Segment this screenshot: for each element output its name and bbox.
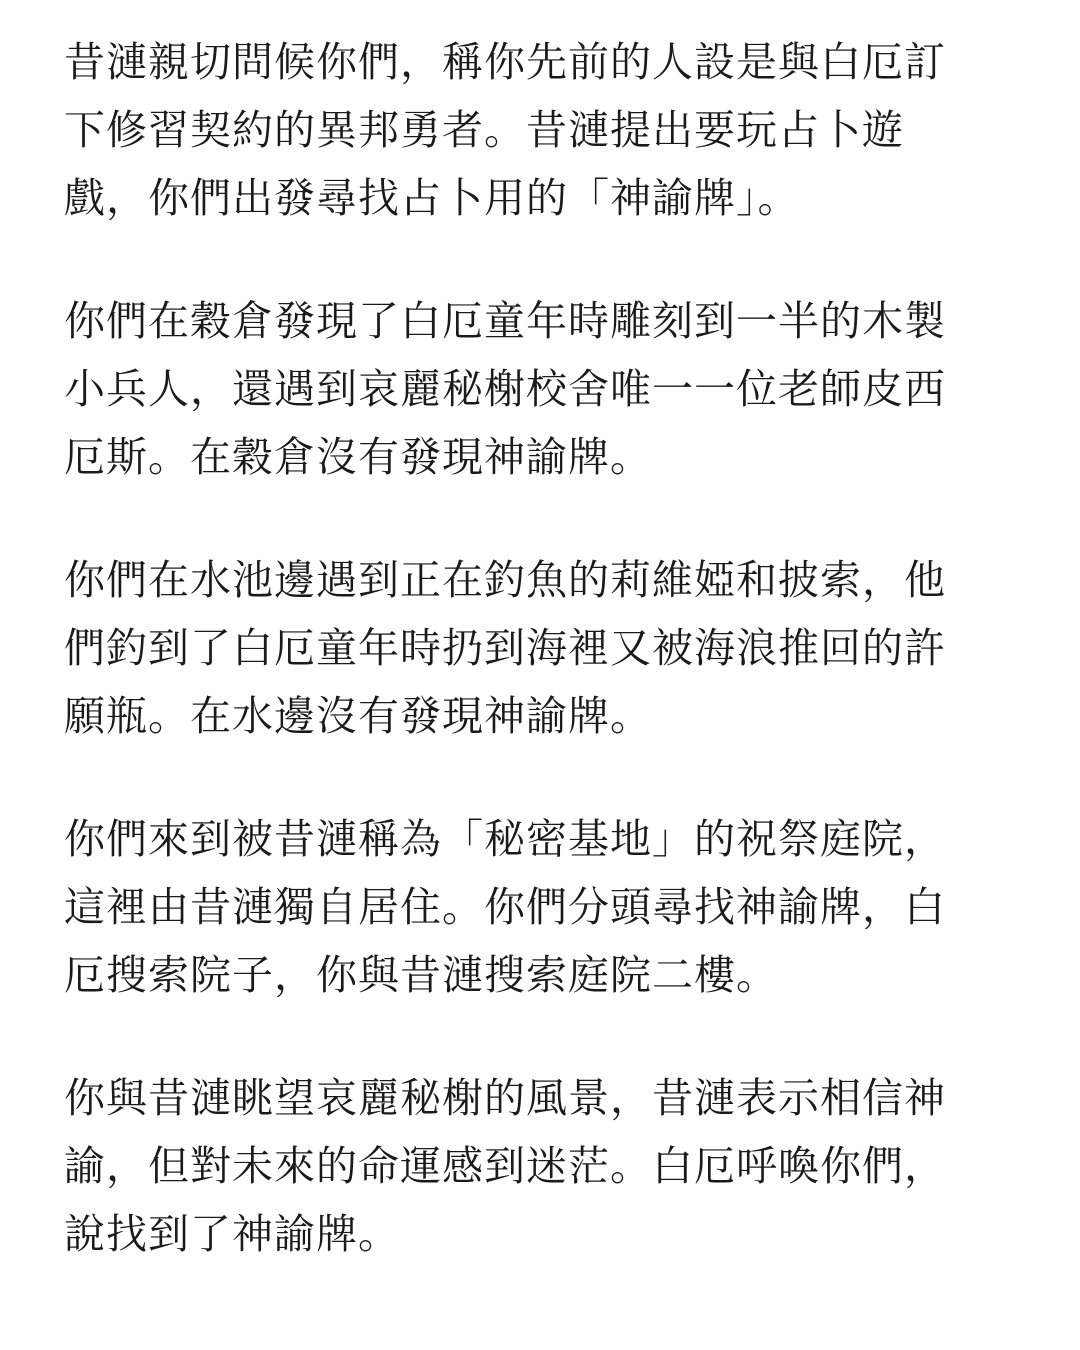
paragraph-line: 戲，你們出發尋找占卜用的「神諭牌」。	[64, 174, 800, 222]
paragraph-1	[64, 28, 1024, 232]
paragraph-line: 你們在水池邊遇到正在釣魚的莉維婭和披索，他	[64, 556, 946, 604]
paragraph-line: 小兵人，還遇到哀麗秘榭校舍唯一一位老師皮西	[64, 365, 946, 413]
paragraph-line: 諭，但對未來的命運感到迷茫。白厄呼喚你們，	[64, 1142, 946, 1190]
paragraph-line: 你與昔漣眺望哀麗秘榭的風景，昔漣表示相信神	[64, 1074, 946, 1122]
paragraph-line: 們釣到了白厄童年時扔到海裡又被海浪推回的許	[64, 624, 946, 672]
paragraph-line: 下修習契約的異邦勇者。昔漣提出要玩占卜遊	[64, 106, 904, 154]
paragraph-line: 願瓶。在水邊沒有發現神諭牌。	[64, 692, 652, 740]
document-body	[64, 28, 1024, 1323]
paragraph-line: 昔漣親切問候你們，稱你先前的人設是與白厄訂	[64, 38, 946, 86]
paragraph-line: 厄搜索院子，你與昔漣搜索庭院二樓。	[64, 951, 778, 999]
paragraph-line: 說找到了神諭牌。	[64, 1210, 400, 1258]
paragraph-line: 你們在穀倉發現了白厄童年時雕刻到一半的木製	[64, 297, 946, 345]
paragraph-line: 你們來到被昔漣稱為「秘密基地」的祝祭庭院，	[64, 815, 946, 863]
paragraph-3	[64, 546, 1024, 750]
paragraph-line: 這裡由昔漣獨自居住。你們分頭尋找神諭牌，白	[64, 883, 946, 931]
paragraph-5	[64, 1064, 1024, 1268]
paragraph-2	[64, 287, 1024, 491]
paragraph-4	[64, 805, 1024, 1009]
paragraph-line: 厄斯。在穀倉沒有發現神諭牌。	[64, 433, 652, 481]
